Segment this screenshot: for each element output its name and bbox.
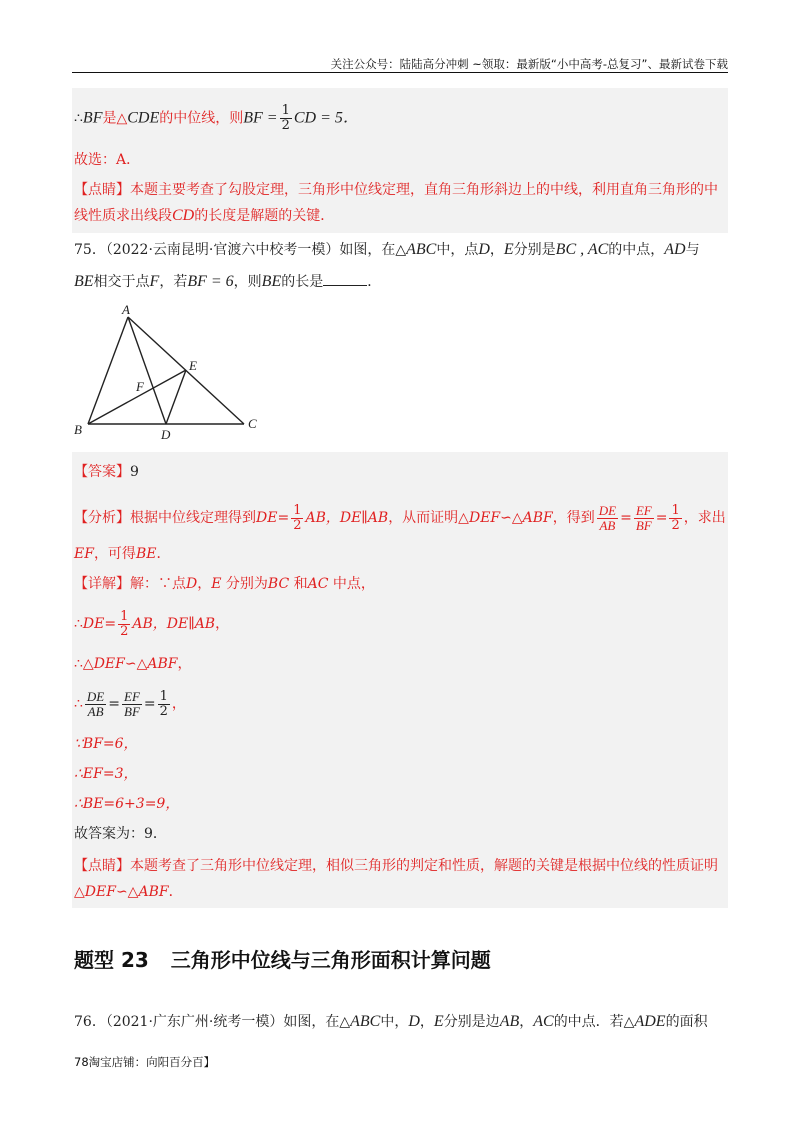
- q75-step-4: ∵BF=6，: [74, 736, 138, 752]
- label-D: D: [161, 427, 171, 442]
- segment-AB: [88, 317, 128, 424]
- prev-comment-1: 【点睛】本题主要考查了勾股定理，三角形中位线定理，直角三角形斜边上的中线，利用直角三角形的中: [74, 182, 718, 198]
- segment-DE: [166, 370, 186, 424]
- shop-name: 淘宝店铺：向阳百分百】: [88, 1055, 216, 1069]
- section-heading: 题型 23 三角形中位线与三角形面积计算问题: [74, 948, 491, 972]
- q75-final: 故答案为：9．: [74, 826, 167, 842]
- q75-detail: 【详解】解：∵点D，E 分别为BC 和AC 中点，: [74, 576, 375, 592]
- q75-step-3: ∴ $\frac{DE}{AB}$ = $\frac{EF}{BF}$ = $\frac{1}{2}$ ，: [74, 688, 186, 719]
- header-rule: [72, 72, 728, 73]
- q75-answer: 【答案】9: [74, 464, 139, 480]
- q75-analysis-2: EF，可得BE．: [74, 546, 171, 562]
- prev-comment-2: 线性质求出线段CD的长度是解题的关键．: [74, 207, 335, 224]
- page-header: 关注公众号：陆陆高分冲刺 ~领取：最新版“小中高考-总复习”、最新试卷下载: [330, 57, 728, 71]
- label-B: B: [74, 422, 82, 437]
- prev-answer: 故选：A．: [74, 152, 141, 168]
- q75-step-6: ∴BE=6+3=9，: [74, 796, 180, 812]
- page-number: 78: [74, 1055, 89, 1069]
- page-footer: [74, 1054, 215, 1070]
- q76-line-1: 76．（2021·广东广州·统考一模）如图，在△ABC中，D，E分别是边AB，AC的中点．若△ADE的面积: [74, 1013, 708, 1030]
- q75-analysis-1: 【分析】根据中位线定理得到DE= $\frac{1}{2}$ AB，DE∥AB，从而证明△DEF∽△ABF，得到 $\frac{DE}{AB}$ = $\frac{EF}{BF}$ = $\frac{1}{2}$ ，求出: [74, 502, 726, 533]
- q75-line-1: 75．（2022·云南昆明·官渡六中校考一模）如图，在△ABC中，点D，E分别是BC , AC的中点，AD与: [74, 241, 700, 258]
- q75-comment-1: 【点睛】本题考查了三角形中位线定理，相似三角形的判定和性质，解题的关键是根据中位线的性质证明: [74, 858, 718, 874]
- answer-blank: [323, 285, 367, 286]
- triangle-figure: [70, 300, 270, 450]
- q75-step-2: ∴△DEF∽△ABF，: [74, 656, 192, 672]
- segment-AD: [128, 317, 166, 424]
- label-A: A: [122, 302, 130, 317]
- q75-step-5: ∴EF=3，: [74, 766, 138, 782]
- q75-line-2: BE相交于点F，若BF = 6，则BE的长是 ．: [74, 273, 382, 290]
- label-E: E: [189, 358, 197, 373]
- label-F: F: [136, 379, 144, 394]
- q75-step-1: ∴DE= $\frac{1}{2}$ AB，DE∥AB，: [74, 608, 230, 639]
- prev-line-1: ∴BF是△CDE的中位线，则BF = $\frac{1}{2}$ CD = 5．: [74, 103, 359, 133]
- label-C: C: [248, 416, 257, 431]
- q75-comment-2: △DEF∽△ABF．: [74, 884, 183, 900]
